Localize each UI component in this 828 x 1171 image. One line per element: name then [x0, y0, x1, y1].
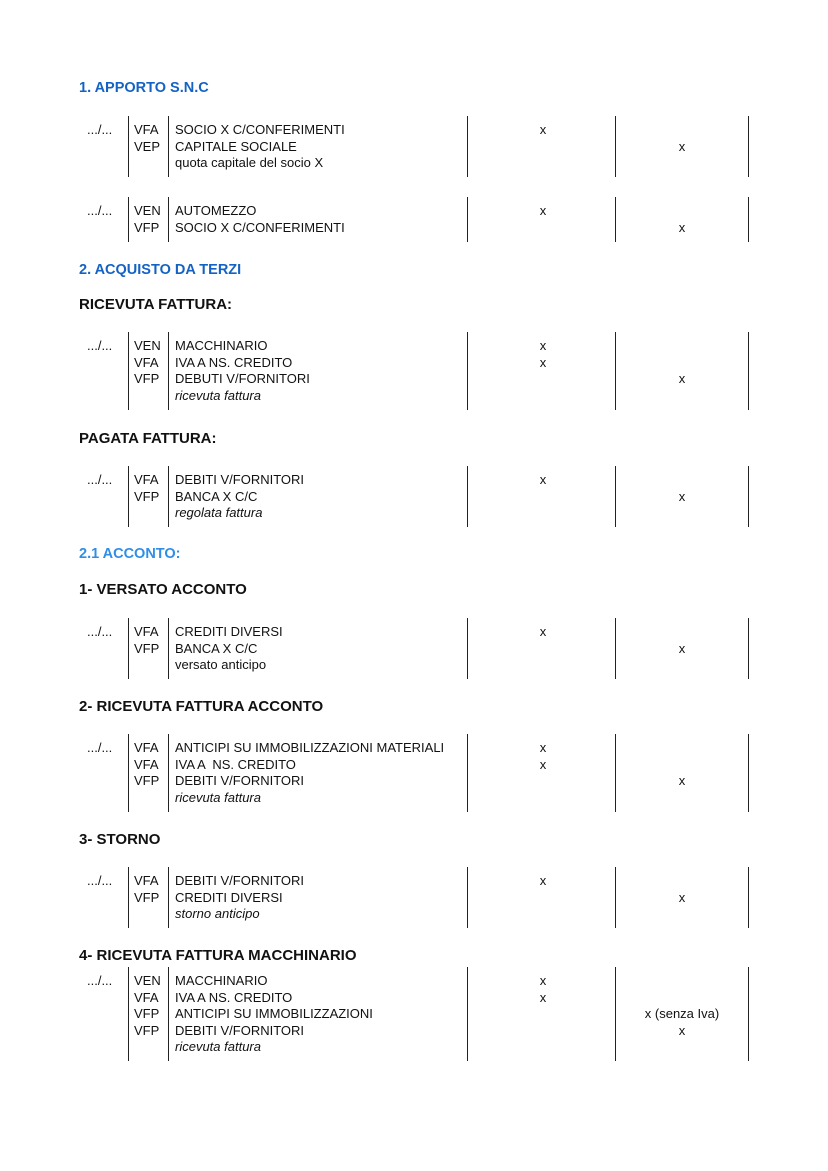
entry-note: quota capitale del socio X [175, 155, 324, 171]
entry-note: ricevuta fattura [175, 1039, 261, 1055]
entry-date: .../... [87, 122, 113, 137]
entry-account: DEBITI V/FORNITORI [175, 472, 305, 487]
entry-code: VFA [134, 740, 159, 755]
entry-credit: x [678, 371, 686, 387]
subheading-storno: 3- STORNO [79, 831, 161, 848]
entry-credit: x [678, 219, 686, 235]
journal-entry [0, 967, 828, 1061]
entry-code: VFA [134, 989, 159, 1005]
journal-entry [0, 466, 828, 527]
entry-date: .../... [87, 203, 113, 218]
journal-entry [0, 618, 828, 679]
entry-code: VFP [134, 1006, 160, 1022]
entry-credit: x (senza Iva) [644, 1006, 720, 1022]
entry-account: ANTICIPI SU IMMOBILIZZAZIONI [175, 1006, 373, 1022]
entry-code: VFP [134, 1022, 160, 1038]
entry-account: DEBUTI V/FORNITORI [175, 371, 310, 387]
entry-debit: x [539, 973, 547, 988]
subheading-ricevuta-fattura-acconto: 2- RICEVUTA FATTURA ACCONTO [79, 698, 324, 715]
entry-account: MACCHINARIO [175, 973, 268, 988]
journal-entry [0, 734, 828, 812]
entry-account: BANCA X C/C [175, 488, 258, 504]
subheading-versato-acconto: 1- VERSATO ACCONTO [79, 581, 247, 598]
entry-date: .../... [87, 338, 113, 353]
entry-date: .../... [87, 973, 113, 988]
entry-account: IVA A NS. CREDITO [175, 756, 296, 772]
entry-date: .../... [87, 740, 113, 755]
entry-note: ricevuta fattura [175, 789, 261, 805]
entry-account: AUTOMEZZO [175, 203, 257, 218]
entry-account: IVA A NS. CREDITO [175, 354, 293, 370]
entry-code: VFP [134, 889, 160, 905]
entry-code: VEN [134, 973, 161, 988]
entry-account: DEBITI V/FORNITORI [175, 1022, 305, 1038]
entry-account: IVA A NS. CREDITO [175, 989, 293, 1005]
entry-code: VFP [134, 773, 160, 789]
entry-account: BANCA X C/C [175, 640, 258, 656]
entry-debit: x [539, 122, 547, 137]
entry-account: DEBITI V/FORNITORI [175, 773, 305, 789]
entry-credit: x [678, 1022, 686, 1038]
section-heading-acquisto: 2. ACQUISTO DA TERZI [79, 262, 242, 278]
entry-account: CAPITALE SOCIALE [175, 138, 297, 154]
subheading-ricevuta-fattura: RICEVUTA FATTURA: [79, 296, 233, 313]
entry-debit: x [539, 472, 547, 487]
entry-debit: x [539, 989, 547, 1005]
entry-debit: x [539, 624, 547, 639]
section-heading-apporto: 1. APPORTO S.N.C [79, 80, 209, 96]
journal-entry [0, 116, 828, 177]
entry-account: SOCIO X C/CONFERIMENTI [175, 219, 345, 235]
entry-date: .../... [87, 472, 113, 487]
entry-account: CREDITI DIVERSI [175, 624, 283, 639]
entry-code: VFP [134, 219, 160, 235]
entry-code: VEN [134, 203, 161, 218]
entry-code: VFA [134, 756, 159, 772]
entry-note: ricevuta fattura [175, 387, 261, 403]
entry-code: VFA [134, 472, 159, 487]
entry-code: VFA [134, 624, 159, 639]
entry-debit: x [539, 740, 547, 755]
entry-note: versato anticipo [175, 657, 267, 673]
entry-date: .../... [87, 624, 113, 639]
entry-credit: x [678, 138, 686, 154]
entry-debit: x [539, 338, 547, 353]
entry-code: VEP [134, 138, 161, 154]
entry-code: VFA [134, 354, 159, 370]
entry-debit: x [539, 354, 547, 370]
entry-note: regolata fattura [175, 505, 263, 521]
entry-account: MACCHINARIO [175, 338, 268, 353]
entry-note: storno anticipo [175, 906, 260, 922]
entry-credit: x [678, 488, 686, 504]
section-heading-acconto: 2.1 ACCONTO: [79, 546, 181, 562]
entry-date: .../... [87, 873, 113, 888]
entry-credit: x [678, 889, 686, 905]
journal-entry [0, 332, 828, 410]
journal-entry [0, 197, 828, 242]
entry-code: VFP [134, 640, 160, 656]
entry-code: VFP [134, 488, 160, 504]
entry-credit: x [678, 640, 686, 656]
entry-account: CREDITI DIVERSI [175, 889, 283, 905]
subheading-ricevuta-fattura-macchinario: 4- RICEVUTA FATTURA MACCHINARIO [79, 947, 357, 964]
entry-debit: x [539, 756, 547, 772]
entry-account: ANTICIPI SU IMMOBILIZZAZIONI MATERIALI [175, 740, 445, 755]
entry-code: VFA [134, 873, 159, 888]
entry-account: SOCIO X C/CONFERIMENTI [175, 122, 345, 137]
subheading-pagata-fattura: PAGATA FATTURA: [79, 430, 217, 447]
entry-debit: x [539, 203, 547, 218]
entry-code: VFP [134, 371, 160, 387]
entry-account: DEBITI V/FORNITORI [175, 873, 305, 888]
entry-code: VEN [134, 338, 161, 353]
entry-debit: x [539, 873, 547, 888]
journal-entry [0, 867, 828, 928]
entry-code: VFA [134, 122, 159, 137]
entry-credit: x [678, 773, 686, 789]
